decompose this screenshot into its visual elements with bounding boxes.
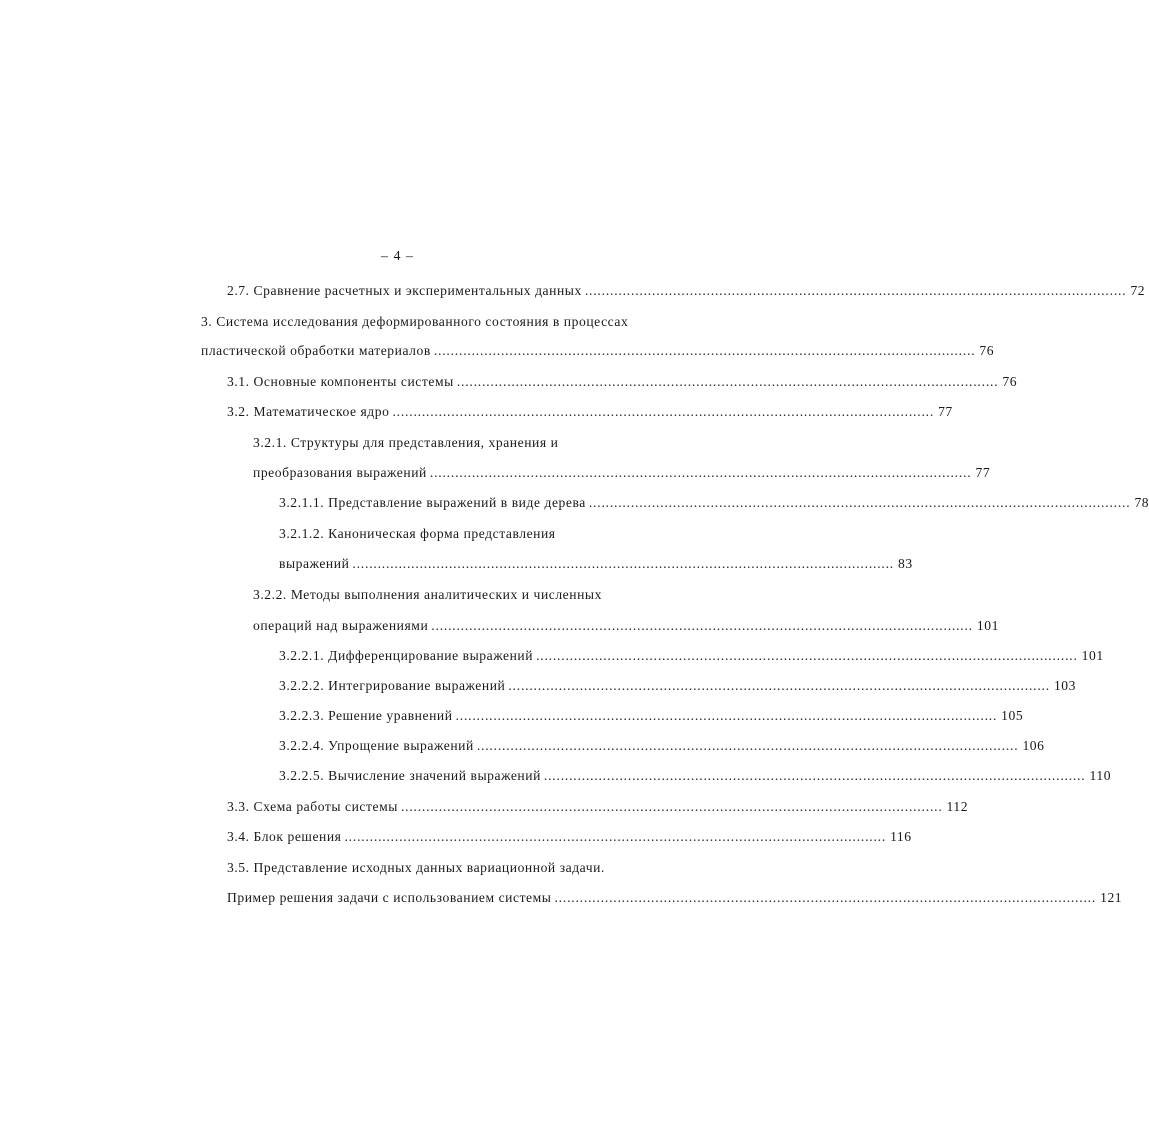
toc-entry-text: 3.2.1.2. Каноническая форма представления: [279, 526, 556, 541]
toc-entry-3-2-2-1[interactable]: [279, 646, 1104, 666]
toc-page-number: 112: [946, 799, 969, 814]
toc-entry-3-3[interactable]: [227, 797, 969, 817]
toc-page-number: 116: [890, 829, 912, 844]
toc-page-number: 76: [1002, 374, 1018, 389]
toc-entry-3-2-1-2[interactable]: [279, 554, 913, 574]
dot-leader: .................................................................................................................................: [344, 829, 887, 844]
toc-entry-3-2-1-line1[interactable]: [253, 433, 639, 453]
toc-page-number: 121: [1100, 890, 1123, 905]
dot-leader: .................................................................................................................................: [543, 768, 1086, 783]
toc-entry-3[interactable]: [201, 341, 995, 361]
toc-page-number: 78: [1134, 495, 1149, 510]
toc-entry-text: 3.2.1.1. Представление выражений в виде дерева: [279, 495, 586, 510]
dot-leader: .................................................................................................................................: [584, 283, 1127, 298]
toc-page-number: 101: [976, 618, 999, 633]
toc-entry-3-2-1-1[interactable]: [279, 493, 1149, 513]
toc-page-number: 106: [1022, 738, 1045, 753]
page-number: – 4 –: [381, 249, 414, 264]
toc-page-number: 77: [938, 404, 953, 419]
toc-entry-text: 3.3. Схема работы системы: [227, 799, 398, 814]
dot-leader: .................................................................................................................................: [476, 738, 1019, 753]
toc-entry-3-2-2-5[interactable]: [279, 766, 1112, 786]
toc-entry-3-2-2-line1[interactable]: [253, 585, 639, 605]
toc-entry-3-2-1[interactable]: [253, 463, 991, 483]
toc-entry-3-4[interactable]: [227, 827, 912, 847]
toc-page-number: 72: [1130, 283, 1146, 298]
toc-entry-3-2-1-2-line1[interactable]: [279, 524, 639, 544]
dot-leader: .................................................................................................................................: [455, 708, 998, 723]
toc-entry-3-line1[interactable]: [201, 312, 639, 332]
toc-entry-text: 3.2.2.4. Упрощение выражений: [279, 738, 474, 753]
toc-entry-text: преобразования выражений: [253, 465, 427, 480]
toc-entry-text: 3.2.2.3. Решение уравнений: [279, 708, 453, 723]
toc-page-number: 76: [979, 343, 995, 358]
dot-leader: .................................................................................................................................: [433, 343, 976, 358]
toc-entry-text: 3.2.2. Методы выполнения аналитических и численных: [253, 587, 602, 602]
toc-entry-3-2-2[interactable]: [253, 616, 999, 636]
toc-entry-3-2-2-3[interactable]: [279, 706, 1024, 726]
toc-entry-3-1[interactable]: [227, 372, 1018, 392]
toc-entry-text: 3.2.2.1. Дифференцирование выражений: [279, 648, 534, 663]
toc-page-number: 110: [1089, 768, 1112, 783]
dot-leader: .................................................................................................................................: [431, 618, 973, 633]
toc-page-number: 103: [1053, 678, 1076, 693]
toc-entry-3-2-2-2[interactable]: [279, 676, 1076, 696]
toc-entry-text: 3.2.2.5. Вычисление значений выражений: [279, 768, 541, 783]
dot-leader: .................................................................................................................................: [456, 374, 999, 389]
toc-entry-text: 3.2. Математическое ядро: [227, 404, 390, 419]
toc-entry-3-2-2-4[interactable]: [279, 736, 1045, 756]
toc-page-number: 77: [975, 465, 991, 480]
toc-entry-text: операций над выражениями: [253, 618, 429, 633]
toc-page-number: 83: [898, 556, 913, 571]
toc-entry-text: 2.7. Сравнение расчетных и экспериментальных данных: [227, 283, 582, 298]
dot-leader: .................................................................................................................................: [554, 890, 1097, 905]
dot-leader: .................................................................................................................................: [392, 404, 935, 419]
dot-leader: .................................................................................................................................: [429, 465, 972, 480]
toc-entry-3-5[interactable]: [227, 888, 1123, 908]
toc-entry-3-2[interactable]: [227, 402, 953, 422]
dot-leader: .................................................................................................................................: [400, 799, 943, 814]
dot-leader: .................................................................................................................................: [588, 495, 1131, 510]
dot-leader: .................................................................................................................................: [352, 556, 895, 571]
toc-entry-text: 3.4. Блок решения: [227, 829, 342, 844]
toc-entry-text: 3.5. Представление исходных данных вариационной задачи.: [227, 860, 605, 875]
toc-entry-3-5-line1[interactable]: [227, 858, 639, 878]
toc-entry-text: 3.1. Основные компоненты системы: [227, 374, 454, 389]
dot-leader: .................................................................................................................................: [508, 678, 1050, 693]
toc-entry-text: Пример решения задачи с использованием системы: [227, 890, 552, 905]
toc-entry-text: 3. Система исследования деформированного состояния в процессах: [201, 314, 629, 329]
dot-leader: .................................................................................................................................: [536, 648, 1078, 663]
toc-entry-text: выражений: [279, 556, 350, 571]
toc-page-number: 101: [1081, 648, 1104, 663]
toc-entry-text: пластической обработки материалов: [201, 343, 431, 358]
toc-entry-text: 3.2.2.2. Интегрирование выражений: [279, 678, 506, 693]
toc-page-number: 105: [1001, 708, 1024, 723]
toc-entry-text: 3.2.1. Структуры для представления, хранения и: [253, 435, 559, 450]
toc-entry-2-7[interactable]: [227, 281, 1146, 301]
